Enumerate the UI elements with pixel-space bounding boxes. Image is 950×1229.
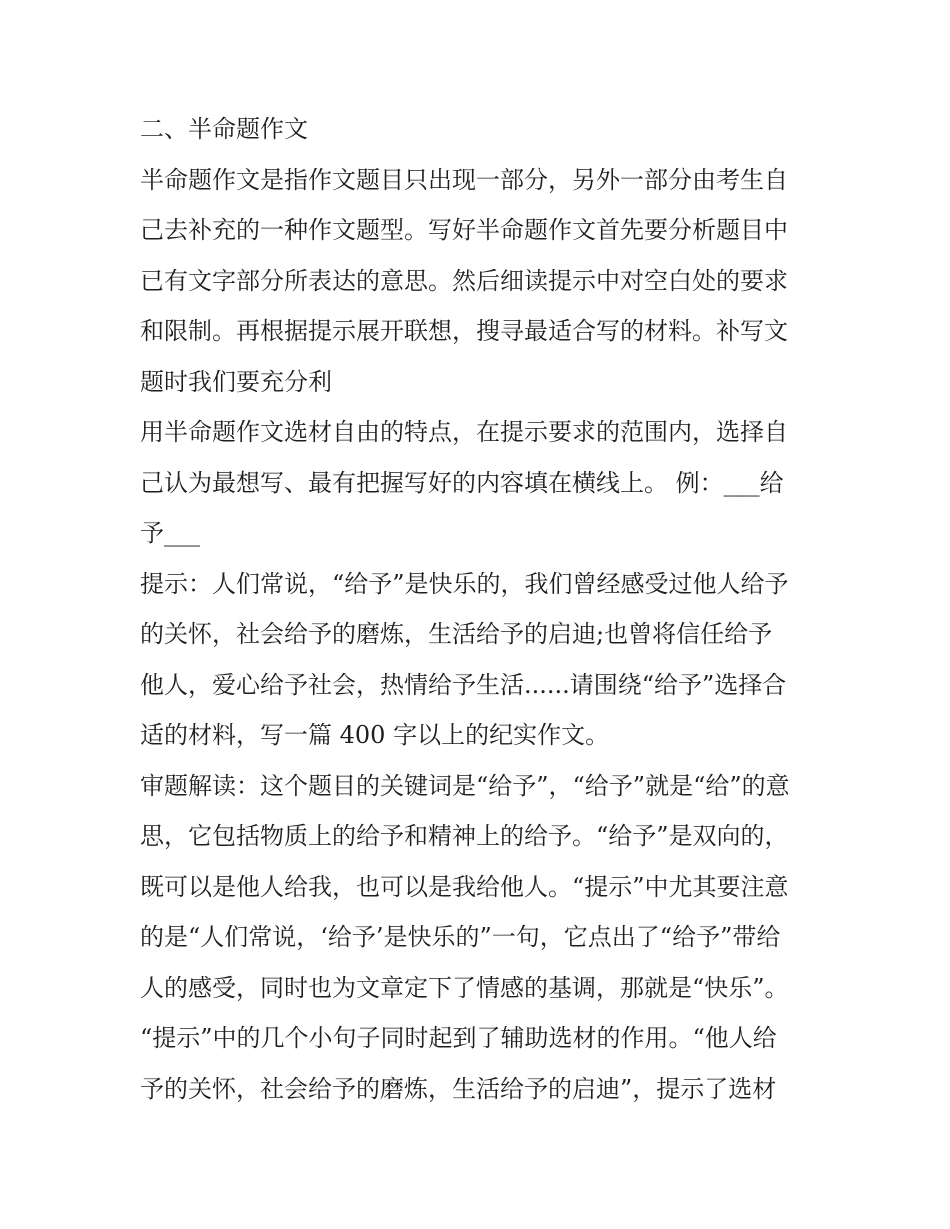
analysis-line: “提示”中的几个小句子同时起到了辅助选材的作用。“他人给 xyxy=(140,1024,777,1052)
analysis-line: 审题解读：这个题目的关键词是“给予”，“给予”就是“给”的意 xyxy=(140,771,790,800)
analysis-line: 思，它包括物质上的给予和精神上的给予。“给予”是双向的， xyxy=(140,822,789,850)
section-heading: 二、半命题作文 xyxy=(140,115,308,143)
hint-line: 提示：人们常说，“给予”是快乐的，我们曾经感受过他人给予 xyxy=(140,569,789,598)
analysis-line: 人的感受，同时也为文章定下了情感的基调，那就是“快乐”。 xyxy=(140,973,789,1002)
analysis-line: 予的关怀，社会给予的磨炼，生活给予的启迪”，提示了选材 xyxy=(140,1074,777,1103)
paragraph-line: 半命题作文是指作文题目只出现一部分，另外一部分由考生自 xyxy=(140,165,788,194)
paragraph-line: 己去补充的一种作文题型。写好半命题作文首先要分析题目中 xyxy=(140,216,788,244)
paragraph-line: 予___ xyxy=(140,519,200,547)
paragraph-line: 和限制。再根据提示展开联想，搜寻最适合写的材料。补写文 xyxy=(140,317,788,345)
analysis-line: 的是“人们常说，‘给予’是快乐的”一句，它点出了“给予”带给 xyxy=(140,923,781,951)
document-body xyxy=(140,104,830,1114)
paragraph-line: 题时我们要充分利 xyxy=(140,367,332,396)
hint-line: 他人，爱心给予社会，热情给予生活......请围绕“给予”选择合 xyxy=(140,670,787,699)
analysis-line: 既可以是他人给我，也可以是我给他人。“提示”中尤其要注意 xyxy=(140,872,789,901)
paragraph-line: 已有文字部分所表达的意思。然后细读提示中对空白处的要求 xyxy=(140,266,788,295)
paragraph-line: 用半命题作文选材自由的特点，在提示要求的范围内，选择自 xyxy=(140,418,788,446)
paragraph-line: 己认为最想写、最有把握写好的内容填在横线上。 例：___给 xyxy=(140,468,784,497)
hint-line: 的关怀，社会给予的磨炼，生活给予的启迪;也曾将信任给予 xyxy=(140,620,773,648)
hint-line: 适的材料，写一篇 400 字以上的纪实作文。 xyxy=(140,721,610,749)
